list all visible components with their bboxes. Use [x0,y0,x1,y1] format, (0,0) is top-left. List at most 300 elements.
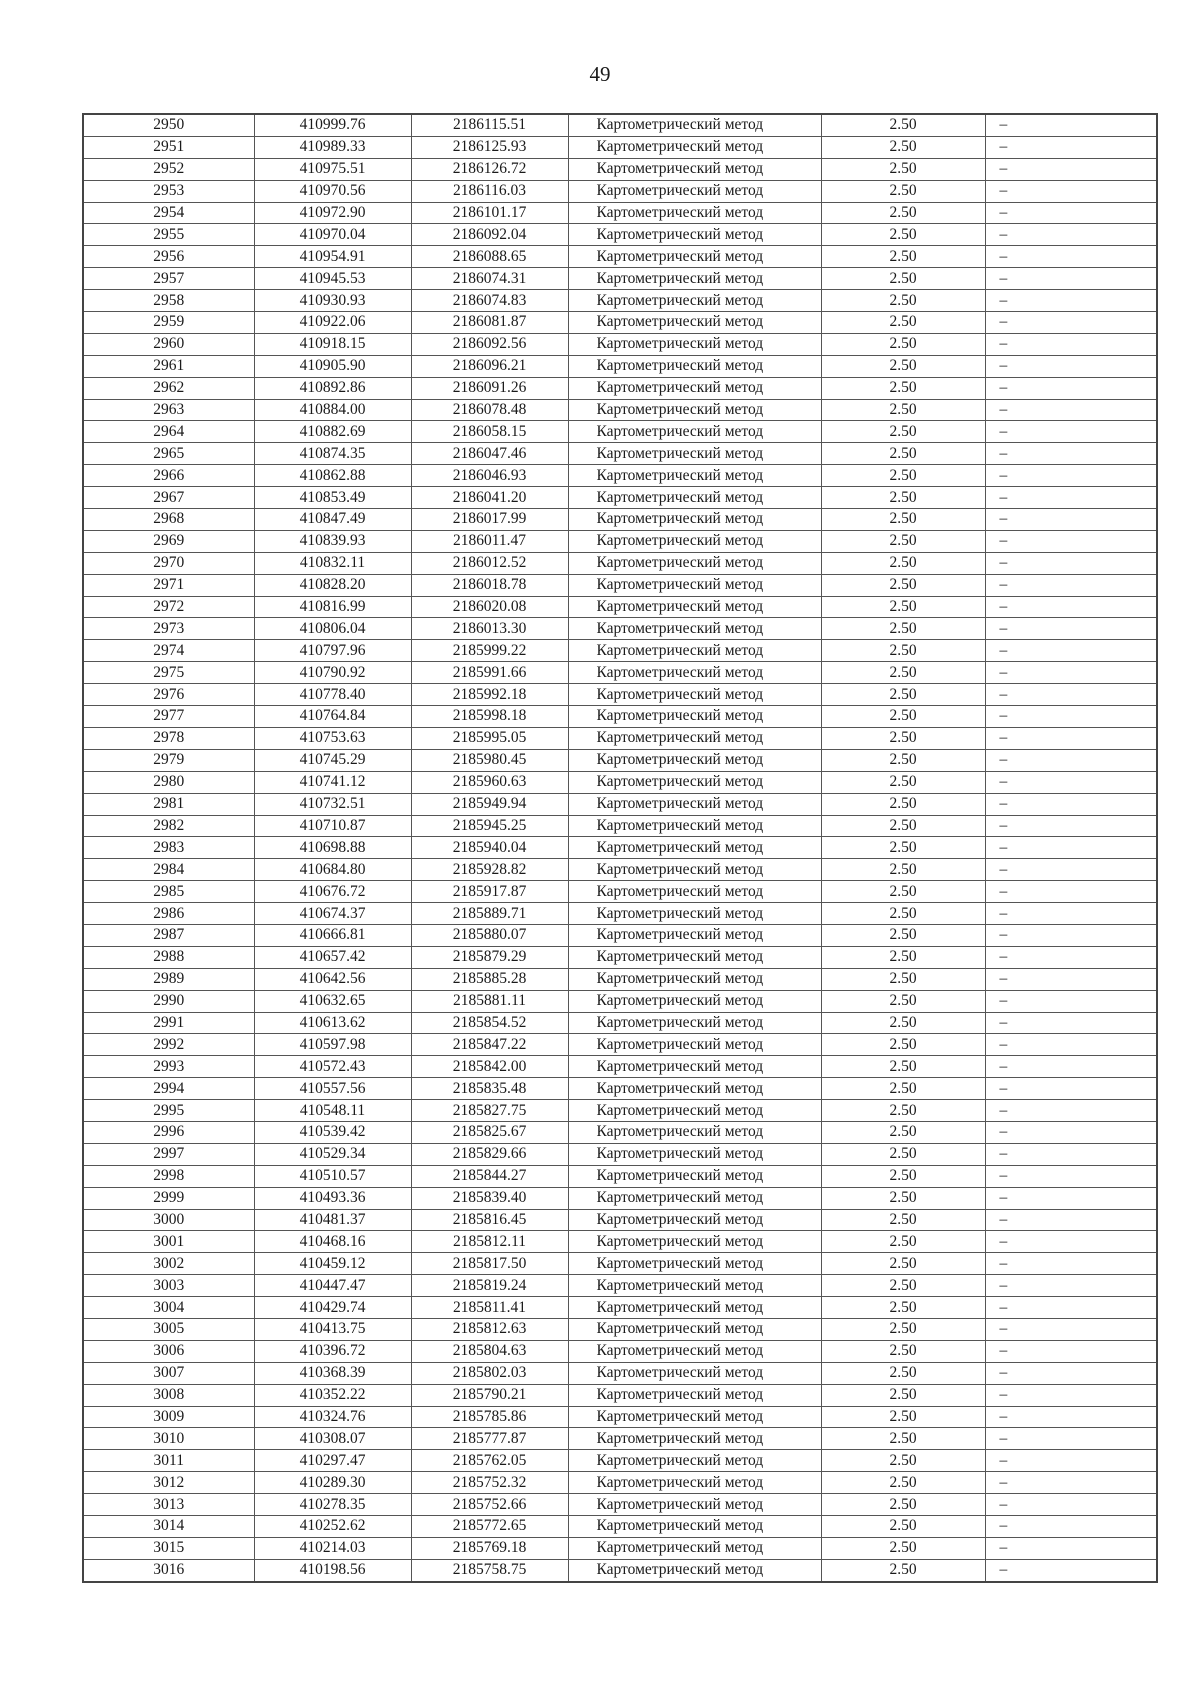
note-cell: – [985,530,1157,552]
point-number-cell: 2956 [83,246,254,268]
table-row [83,662,1157,684]
y-coordinate-cell: 2185816.45 [411,1209,568,1231]
note-cell: – [985,574,1157,596]
table-row [83,1494,1157,1516]
table-row [83,618,1157,640]
table-row [83,684,1157,706]
error-cell: 2.50 [821,1516,985,1538]
note-cell: – [985,1165,1157,1187]
x-coordinate-cell: 410806.04 [254,618,411,640]
method-cell: Картометрический метод [568,1340,821,1362]
x-coordinate-cell: 410468.16 [254,1231,411,1253]
point-number-cell: 2974 [83,640,254,662]
x-coordinate-cell: 410862.88 [254,465,411,487]
note-cell: – [985,1034,1157,1056]
y-coordinate-cell: 2185889.71 [411,903,568,925]
method-cell: Картометрический метод [568,1537,821,1559]
point-number-cell: 2982 [83,815,254,837]
note-cell: – [985,1253,1157,1275]
table-row [83,1406,1157,1428]
note-cell: – [985,202,1157,224]
table-row [83,793,1157,815]
method-cell: Картометрический метод [568,706,821,728]
table-row [83,1318,1157,1340]
x-coordinate-cell: 410764.84 [254,706,411,728]
point-number-cell: 2985 [83,881,254,903]
x-coordinate-cell: 410352.22 [254,1384,411,1406]
method-cell: Картометрический метод [568,1275,821,1297]
error-cell: 2.50 [821,1034,985,1056]
y-coordinate-cell: 2185758.75 [411,1559,568,1581]
note-cell: – [985,946,1157,968]
point-number-cell: 2960 [83,333,254,355]
table-row [83,903,1157,925]
error-cell: 2.50 [821,1559,985,1581]
y-coordinate-cell: 2185885.28 [411,968,568,990]
note-cell: – [985,1297,1157,1319]
point-number-cell: 2978 [83,727,254,749]
x-coordinate-cell: 410710.87 [254,815,411,837]
method-cell: Картометрический метод [568,1100,821,1122]
coordinates-table [82,113,1158,1583]
x-coordinate-cell: 410214.03 [254,1537,411,1559]
y-coordinate-cell: 2185854.52 [411,1012,568,1034]
method-cell: Картометрический метод [568,465,821,487]
table-row [83,355,1157,377]
point-number-cell: 2965 [83,443,254,465]
x-coordinate-cell: 410657.42 [254,946,411,968]
table-row [83,399,1157,421]
note-cell: – [985,596,1157,618]
method-cell: Картометрический метод [568,1472,821,1494]
table-row [83,1362,1157,1384]
point-number-cell: 2964 [83,421,254,443]
error-cell: 2.50 [821,1121,985,1143]
x-coordinate-cell: 410745.29 [254,749,411,771]
y-coordinate-cell: 2185847.22 [411,1034,568,1056]
error-cell: 2.50 [821,1384,985,1406]
point-number-cell: 2966 [83,465,254,487]
note-cell: – [985,662,1157,684]
error-cell: 2.50 [821,1318,985,1340]
x-coordinate-cell: 410613.62 [254,1012,411,1034]
error-cell: 2.50 [821,596,985,618]
method-cell: Картометрический метод [568,837,821,859]
point-number-cell: 2951 [83,136,254,158]
x-coordinate-cell: 410289.30 [254,1472,411,1494]
method-cell: Картометрический метод [568,1056,821,1078]
error-cell: 2.50 [821,443,985,465]
table-row [83,1012,1157,1034]
x-coordinate-cell: 410481.37 [254,1209,411,1231]
point-number-cell: 2989 [83,968,254,990]
table-row [83,487,1157,509]
y-coordinate-cell: 2186047.46 [411,443,568,465]
error-cell: 2.50 [821,837,985,859]
x-coordinate-cell: 410493.36 [254,1187,411,1209]
error-cell: 2.50 [821,1275,985,1297]
x-coordinate-cell: 410999.76 [254,114,411,136]
error-cell: 2.50 [821,859,985,881]
point-number-cell: 3010 [83,1428,254,1450]
point-number-cell: 3009 [83,1406,254,1428]
point-number-cell: 2950 [83,114,254,136]
x-coordinate-cell: 410252.62 [254,1516,411,1538]
table-row [83,290,1157,312]
table-row [83,1537,1157,1559]
table-row [83,268,1157,290]
x-coordinate-cell: 410954.91 [254,246,411,268]
point-number-cell: 3002 [83,1253,254,1275]
error-cell: 2.50 [821,771,985,793]
error-cell: 2.50 [821,377,985,399]
note-cell: – [985,1100,1157,1122]
note-cell: – [985,333,1157,355]
note-cell: – [985,1537,1157,1559]
point-number-cell: 2969 [83,530,254,552]
error-cell: 2.50 [821,290,985,312]
y-coordinate-cell: 2185940.04 [411,837,568,859]
note-cell: – [985,399,1157,421]
table-row [83,202,1157,224]
x-coordinate-cell: 410905.90 [254,355,411,377]
method-cell: Картометрический метод [568,815,821,837]
method-cell: Картометрический метод [568,1559,821,1581]
note-cell: – [985,640,1157,662]
x-coordinate-cell: 410632.65 [254,990,411,1012]
error-cell: 2.50 [821,552,985,574]
method-cell: Картометрический метод [568,881,821,903]
method-cell: Картометрический метод [568,487,821,509]
note-cell: – [985,1428,1157,1450]
note-cell: – [985,487,1157,509]
y-coordinate-cell: 2185945.25 [411,815,568,837]
y-coordinate-cell: 2186125.93 [411,136,568,158]
table-row [83,859,1157,881]
note-cell: – [985,793,1157,815]
point-number-cell: 2954 [83,202,254,224]
point-number-cell: 2979 [83,749,254,771]
note-cell: – [985,968,1157,990]
table-row [83,1100,1157,1122]
note-cell: – [985,443,1157,465]
note-cell: – [985,924,1157,946]
table-row [83,815,1157,837]
x-coordinate-cell: 410732.51 [254,793,411,815]
point-number-cell: 3008 [83,1384,254,1406]
point-number-cell: 3012 [83,1472,254,1494]
note-cell: – [985,1275,1157,1297]
x-coordinate-cell: 410816.99 [254,596,411,618]
x-coordinate-cell: 410989.33 [254,136,411,158]
x-coordinate-cell: 410882.69 [254,421,411,443]
note-cell: – [985,509,1157,531]
note-cell: – [985,1121,1157,1143]
note-cell: – [985,1318,1157,1340]
x-coordinate-cell: 410684.80 [254,859,411,881]
point-number-cell: 2983 [83,837,254,859]
y-coordinate-cell: 2185980.45 [411,749,568,771]
error-cell: 2.50 [821,727,985,749]
table-row [83,158,1157,180]
method-cell: Картометрический метод [568,399,821,421]
note-cell: – [985,1078,1157,1100]
y-coordinate-cell: 2185772.65 [411,1516,568,1538]
table-row [83,180,1157,202]
point-number-cell: 2963 [83,399,254,421]
y-coordinate-cell: 2186092.04 [411,224,568,246]
point-number-cell: 2970 [83,552,254,574]
point-number-cell: 2990 [83,990,254,1012]
method-cell: Картометрический метод [568,1494,821,1516]
method-cell: Картометрический метод [568,333,821,355]
point-number-cell: 2976 [83,684,254,706]
table-row [83,1559,1157,1581]
method-cell: Картометрический метод [568,640,821,662]
method-cell: Картометрический метод [568,1318,821,1340]
method-cell: Картометрический метод [568,924,821,946]
x-coordinate-cell: 410884.00 [254,399,411,421]
error-cell: 2.50 [821,421,985,443]
x-coordinate-cell: 410797.96 [254,640,411,662]
point-number-cell: 3014 [83,1516,254,1538]
point-number-cell: 2973 [83,618,254,640]
note-cell: – [985,1340,1157,1362]
table-row [83,1253,1157,1275]
method-cell: Картометрический метод [568,1516,821,1538]
note-cell: – [985,1231,1157,1253]
error-cell: 2.50 [821,1100,985,1122]
table-row [83,771,1157,793]
table-row [83,640,1157,662]
y-coordinate-cell: 2185829.66 [411,1143,568,1165]
y-coordinate-cell: 2186018.78 [411,574,568,596]
error-cell: 2.50 [821,465,985,487]
method-cell: Картометрический метод [568,684,821,706]
table-row [83,727,1157,749]
note-cell: – [985,1187,1157,1209]
error-cell: 2.50 [821,924,985,946]
error-cell: 2.50 [821,706,985,728]
y-coordinate-cell: 2185844.27 [411,1165,568,1187]
method-cell: Картометрический метод [568,180,821,202]
method-cell: Картометрический метод [568,136,821,158]
method-cell: Картометрический метод [568,618,821,640]
error-cell: 2.50 [821,399,985,421]
error-cell: 2.50 [821,618,985,640]
y-coordinate-cell: 2185762.05 [411,1450,568,1472]
point-number-cell: 2992 [83,1034,254,1056]
method-cell: Картометрический метод [568,246,821,268]
method-cell: Картометрический метод [568,1428,821,1450]
method-cell: Картометрический метод [568,1078,821,1100]
method-cell: Картометрический метод [568,771,821,793]
point-number-cell: 2972 [83,596,254,618]
y-coordinate-cell: 2185842.00 [411,1056,568,1078]
y-coordinate-cell: 2185819.24 [411,1275,568,1297]
method-cell: Картометрический метод [568,421,821,443]
note-cell: – [985,618,1157,640]
table-row [83,946,1157,968]
point-number-cell: 2998 [83,1165,254,1187]
y-coordinate-cell: 2186012.52 [411,552,568,574]
method-cell: Картометрический метод [568,530,821,552]
point-number-cell: 2991 [83,1012,254,1034]
y-coordinate-cell: 2185999.22 [411,640,568,662]
method-cell: Картометрический метод [568,377,821,399]
error-cell: 2.50 [821,1187,985,1209]
x-coordinate-cell: 410572.43 [254,1056,411,1078]
note-cell: – [985,377,1157,399]
table-row [83,1209,1157,1231]
y-coordinate-cell: 2186115.51 [411,114,568,136]
y-coordinate-cell: 2186011.47 [411,530,568,552]
y-coordinate-cell: 2186017.99 [411,509,568,531]
table-row [83,114,1157,136]
y-coordinate-cell: 2185995.05 [411,727,568,749]
error-cell: 2.50 [821,224,985,246]
table-row [83,881,1157,903]
error-cell: 2.50 [821,1253,985,1275]
table-row [83,924,1157,946]
note-cell: – [985,1472,1157,1494]
x-coordinate-cell: 410847.49 [254,509,411,531]
note-cell: – [985,1012,1157,1034]
x-coordinate-cell: 410922.06 [254,312,411,334]
point-number-cell: 2962 [83,377,254,399]
error-cell: 2.50 [821,1165,985,1187]
y-coordinate-cell: 2185804.63 [411,1340,568,1362]
error-cell: 2.50 [821,1078,985,1100]
table-row [83,1187,1157,1209]
y-coordinate-cell: 2185949.94 [411,793,568,815]
y-coordinate-cell: 2186078.48 [411,399,568,421]
method-cell: Картометрический метод [568,793,821,815]
x-coordinate-cell: 410828.20 [254,574,411,596]
point-number-cell: 3001 [83,1231,254,1253]
x-coordinate-cell: 410839.93 [254,530,411,552]
x-coordinate-cell: 410874.35 [254,443,411,465]
y-coordinate-cell: 2186092.56 [411,333,568,355]
table-row [83,1165,1157,1187]
error-cell: 2.50 [821,815,985,837]
x-coordinate-cell: 410548.11 [254,1100,411,1122]
method-cell: Картометрический метод [568,1012,821,1034]
note-cell: – [985,552,1157,574]
x-coordinate-cell: 410529.34 [254,1143,411,1165]
y-coordinate-cell: 2186013.30 [411,618,568,640]
x-coordinate-cell: 410198.56 [254,1559,411,1581]
error-cell: 2.50 [821,990,985,1012]
point-number-cell: 3000 [83,1209,254,1231]
note-cell: – [985,990,1157,1012]
method-cell: Картометрический метод [568,224,821,246]
error-cell: 2.50 [821,1537,985,1559]
point-number-cell: 3003 [83,1275,254,1297]
x-coordinate-cell: 410459.12 [254,1253,411,1275]
x-coordinate-cell: 410510.57 [254,1165,411,1187]
error-cell: 2.50 [821,749,985,771]
table-row [83,574,1157,596]
point-number-cell: 2957 [83,268,254,290]
point-number-cell: 2955 [83,224,254,246]
method-cell: Картометрический метод [568,114,821,136]
point-number-cell: 2953 [83,180,254,202]
point-number-cell: 2968 [83,509,254,531]
table-row [83,1472,1157,1494]
table-row [83,706,1157,728]
point-number-cell: 2987 [83,924,254,946]
error-cell: 2.50 [821,509,985,531]
method-cell: Картометрический метод [568,552,821,574]
note-cell: – [985,465,1157,487]
y-coordinate-cell: 2185817.50 [411,1253,568,1275]
x-coordinate-cell: 410278.35 [254,1494,411,1516]
y-coordinate-cell: 2185839.40 [411,1187,568,1209]
table-row [83,421,1157,443]
y-coordinate-cell: 2185769.18 [411,1537,568,1559]
error-cell: 2.50 [821,333,985,355]
error-cell: 2.50 [821,1012,985,1034]
x-coordinate-cell: 410945.53 [254,268,411,290]
y-coordinate-cell: 2185881.11 [411,990,568,1012]
table-row [83,1034,1157,1056]
note-cell: – [985,684,1157,706]
error-cell: 2.50 [821,968,985,990]
y-coordinate-cell: 2185960.63 [411,771,568,793]
x-coordinate-cell: 410597.98 [254,1034,411,1056]
point-number-cell: 3004 [83,1297,254,1319]
table-row [83,377,1157,399]
table-row [83,1143,1157,1165]
method-cell: Картометрический метод [568,1034,821,1056]
error-cell: 2.50 [821,793,985,815]
table-row [83,990,1157,1012]
note-cell: – [985,771,1157,793]
error-cell: 2.50 [821,684,985,706]
error-cell: 2.50 [821,530,985,552]
x-coordinate-cell: 410970.04 [254,224,411,246]
table-row [83,1297,1157,1319]
error-cell: 2.50 [821,1494,985,1516]
note-cell: – [985,837,1157,859]
point-number-cell: 3006 [83,1340,254,1362]
method-cell: Картометрический метод [568,1143,821,1165]
method-cell: Картометрический метод [568,202,821,224]
y-coordinate-cell: 2185835.48 [411,1078,568,1100]
x-coordinate-cell: 410918.15 [254,333,411,355]
method-cell: Картометрический метод [568,509,821,531]
error-cell: 2.50 [821,1297,985,1319]
method-cell: Картометрический метод [568,662,821,684]
point-number-cell: 2997 [83,1143,254,1165]
point-number-cell: 2984 [83,859,254,881]
method-cell: Картометрический метод [568,1187,821,1209]
note-cell: – [985,1406,1157,1428]
note-cell: – [985,1209,1157,1231]
note-cell: – [985,136,1157,158]
note-cell: – [985,1143,1157,1165]
table-row [83,530,1157,552]
error-cell: 2.50 [821,881,985,903]
y-coordinate-cell: 2186096.21 [411,355,568,377]
table-row [83,1275,1157,1297]
error-cell: 2.50 [821,1143,985,1165]
error-cell: 2.50 [821,355,985,377]
x-coordinate-cell: 410557.56 [254,1078,411,1100]
table-row [83,136,1157,158]
table-row [83,224,1157,246]
